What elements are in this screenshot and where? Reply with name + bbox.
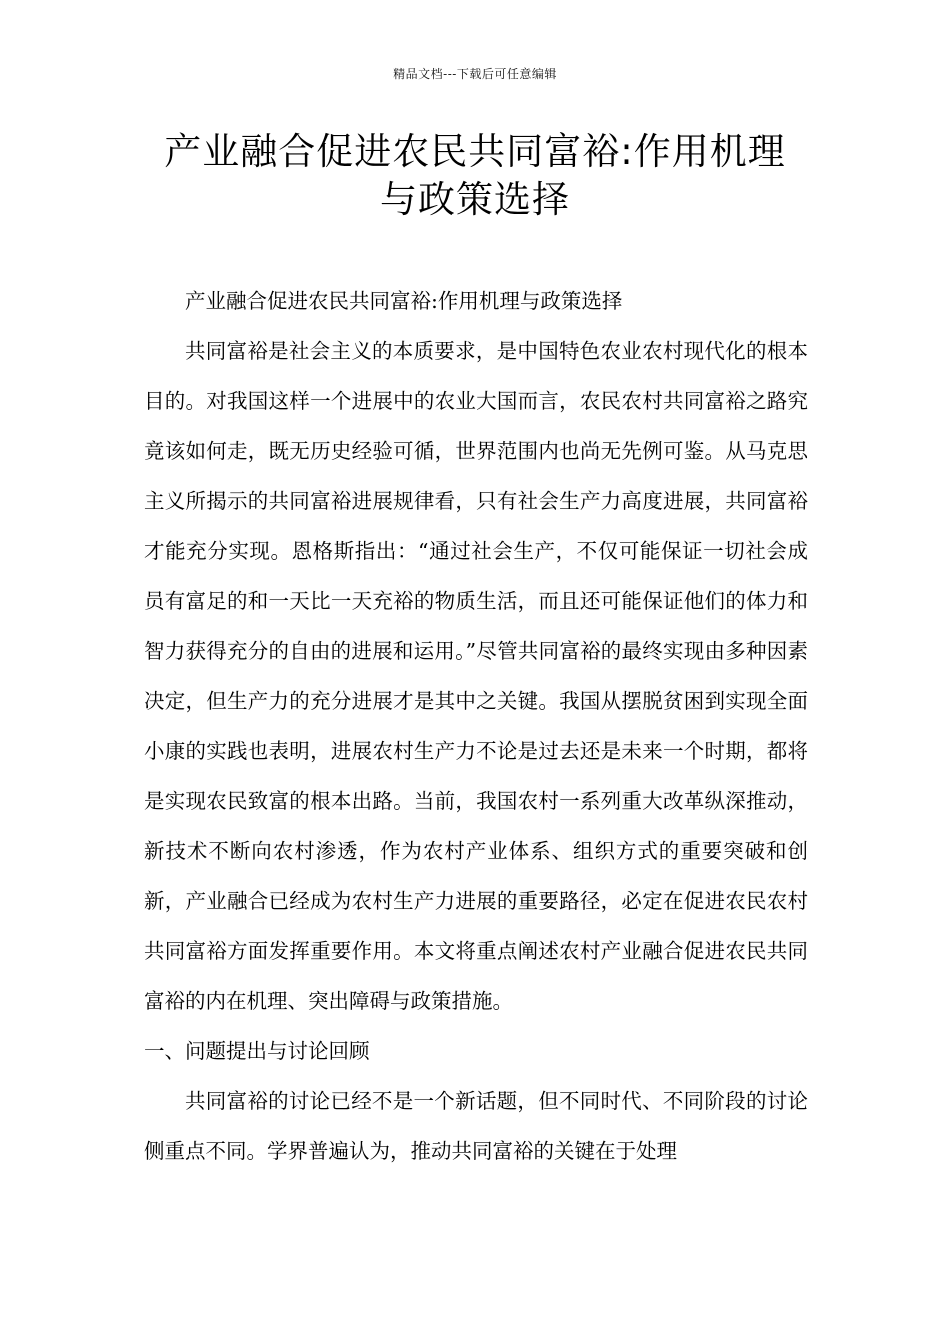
- document-title-line-2: 与政策选择: [380, 178, 570, 221]
- section-paragraph: 共同富裕的讨论已经不是一个新话题，但不同时代、不同阶段的讨论侧重点不同。学界普遍认为，推动共同富裕的关键在于处理: [144, 1089, 808, 1163]
- intro-paragraph: 共同富裕是社会主义的本质要求，是中国特色农业农村现代化的根本目的。对我国这样一个进展中的农业大国而言，农民农村共同富裕之路究竟该如何走，既无历史经验可循，世界范围内也尚无先例可鉴。从马克思主义所揭示的共同富裕进展规律看，只有社会生产力高度进展，共同富裕才能充分实现。恩格斯指出：“通过社会生产，不仅可能保证一切社会成员有富足的和一天比一天充裕的物质生活，而且还可能保证他们的体力和智力获得充分的自由的进展和运用。”尽管共同富裕的最终实现由多种因素决定，但生产力的充分进展才是其中之关键。我国从摆脱贫困到实现全面小康的实践也表明，进展农村生产力不论是过去还是未来一个时期，都将是实现农民致富的根本出路。当前，我国农村一系列重大改革纵深推动，新技术不断向农村渗透，作为农村产业体系、组织方式的重要突破和创新，产业融合已经成为农村生产力进展的重要路径，必定在促进农民农村共同富裕方面发挥重要作用。本文将重点阐述农村产业融合促进农民共同富裕的内在机理、突出障碍与政策措施。: [144, 339, 808, 1013]
- document-title-line-1: 产业融合促进农民共同富裕:作用机理: [164, 130, 786, 173]
- section-heading: 一、问题提出与讨论回顾: [144, 1039, 370, 1063]
- document-body: [144, 276, 808, 1176]
- subtitle-paragraph: 产业融合促进农民共同富裕:作用机理与政策选择: [185, 289, 623, 313]
- header-note: 精品文档---下载后可任意编辑: [393, 67, 557, 81]
- document-title: [140, 128, 810, 224]
